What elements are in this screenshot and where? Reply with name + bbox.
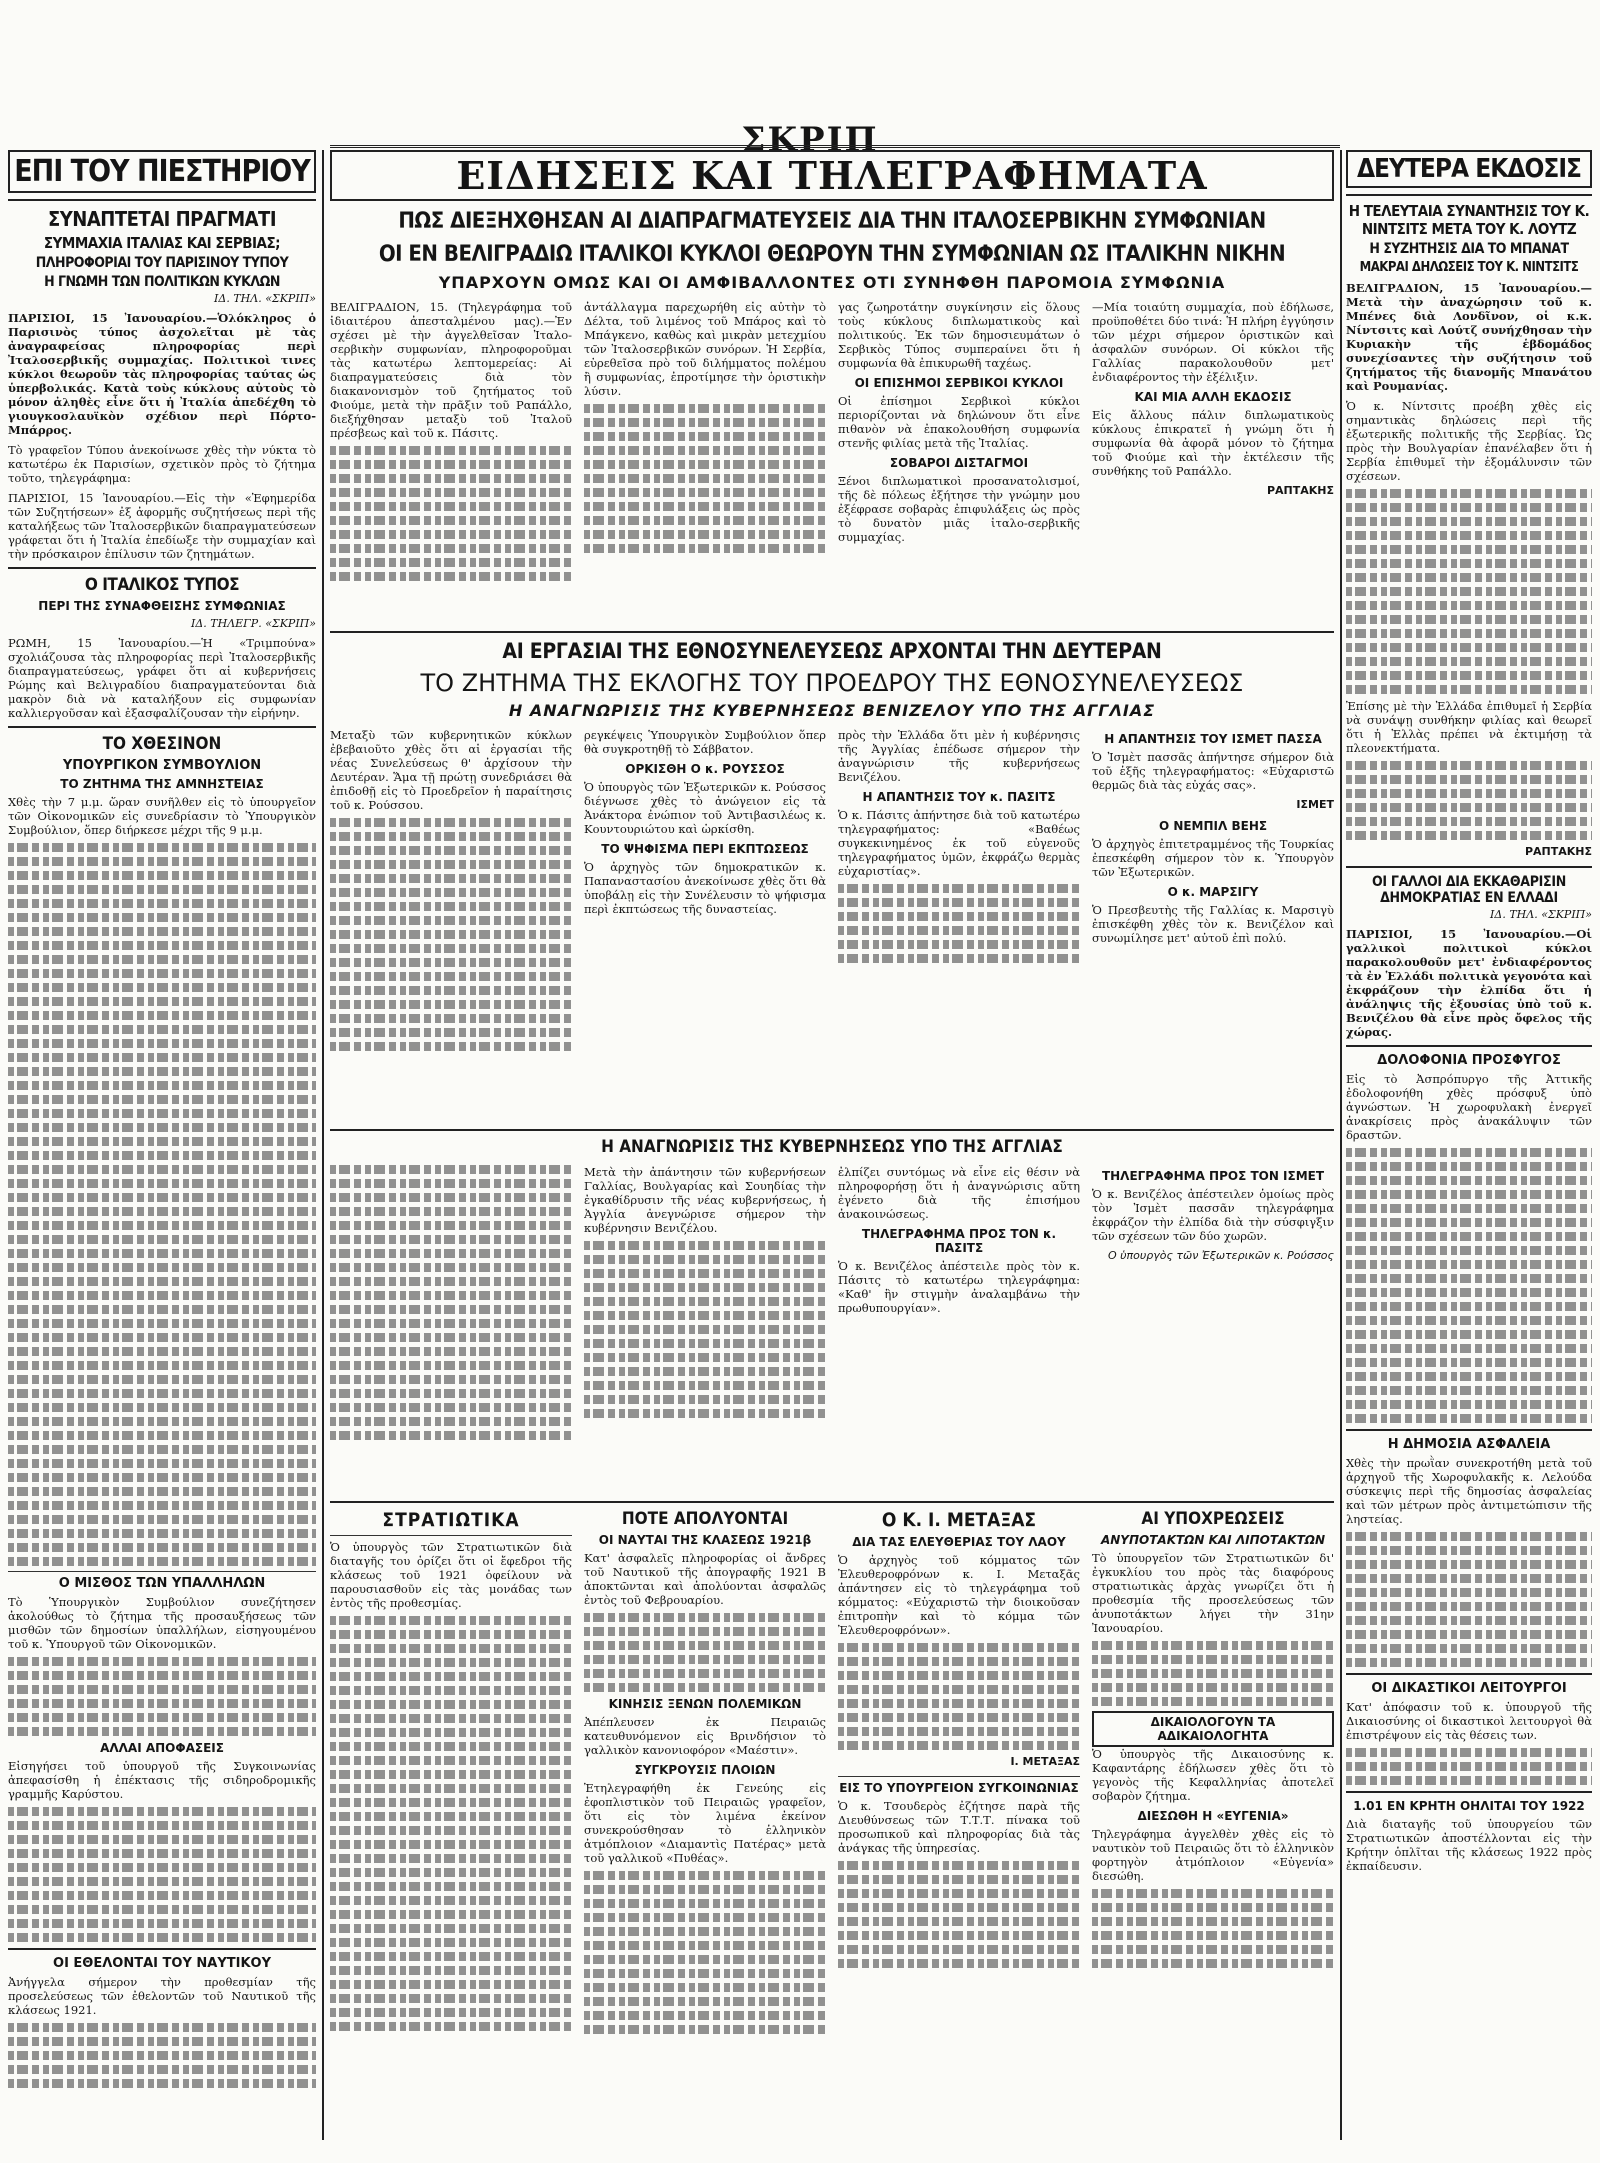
divider xyxy=(8,567,316,569)
article-paragraph: Τὸ γραφεῖον Τύπου ἀνεκοίνωσε χθὲς τὴν νύκτα τὸ κατωτέρω ἐκ Παρισίων, σχετικὸν πρὸς τὸ ζήτημα τοῦτο, τηλεγράφημα: xyxy=(8,443,316,485)
signature: ΙΣΜΕΤ xyxy=(1296,798,1334,811)
text-block xyxy=(1346,489,1592,694)
divider xyxy=(838,1776,1080,1777)
text-block xyxy=(838,1643,1080,1750)
right-column xyxy=(1346,150,1592,2140)
divider xyxy=(1346,1429,1592,1431)
divider xyxy=(1346,1673,1592,1675)
article-column xyxy=(1092,1165,1334,1495)
article-paragraph: Ὁ κ. Πάσιτς ἀπήντησε διὰ τοῦ κατωτέρω τηλεγραφήματος: «Βαθέως συγκεκινημένος ἐκ τοῦ εὐγενοῦς τηλεγραφήματος ὑμῶν, ἐκφράζω θερμὰς εὐχαριστίας». xyxy=(838,808,1080,878)
article-assembly xyxy=(330,728,1334,1123)
article-paragraph: Εἰς τὸ Ἀσπρόπυργο τῆς Ἀττικῆς ἐδολοφονήθη χθὲς πρόσφυξ ὑπὸ ἀγνώστων. Ἡ χωροφυλακὴ ἐνεργεῖ ἀνακρίσεις πρὸς ἀνακάλυψιν τῶν δραστῶν. xyxy=(1346,1072,1592,1142)
right-banner-box xyxy=(1346,150,1592,188)
text-block xyxy=(1346,761,1592,840)
headline-recognition: Η ΑΝΑΓΝΩΡΙΣΙΣ ΤΗΣ ΚΥΒΕΡΝΗΣΕΩΣ ΥΠΟ ΤΗΣ ΑΓΓΛΙΑΣ xyxy=(601,1137,1063,1157)
text-block xyxy=(1346,1532,1592,1667)
right-banner: ΔΕΥΤΕΡΑ ΕΚΔΟΣΙΣ xyxy=(1356,154,1582,184)
subheading: ΔΙΑ ΤΑΣ ΕΛΕΥΘΕΡΙΑΣ ΤΟΥ ΛΑΟΥ xyxy=(852,1535,1066,1549)
article-metaxas xyxy=(838,1509,1080,2069)
signature: ΡΑΠΤΑΚΗΣ xyxy=(1524,845,1592,858)
subheading-box xyxy=(1092,1711,1334,1747)
divider xyxy=(8,1948,316,1950)
subheading: ΚΑΙ ΜΙΑ ΑΛΛΗ ΕΚΔΟΣΙΣ xyxy=(1134,390,1292,404)
divider xyxy=(8,726,316,728)
headline-metaxas: Ο Κ. Ι. ΜΕΤΑΞΑΣ xyxy=(881,1509,1037,1531)
divider xyxy=(330,1535,572,1536)
article-military xyxy=(330,1509,572,2069)
subheading: Ο κ. ΜΑΡΣΙΓΥ xyxy=(1167,885,1259,899)
text-block xyxy=(330,1616,572,2031)
left-headline-1: ΣΥΝΑΠΤΕΤΑΙ ΠΡΑΓΜΑΤΙ xyxy=(47,207,277,231)
column-divider-left xyxy=(322,150,324,2140)
article-paragraph: Ὁ κ. Νίντσιτς προέβη χθὲς εἰς σημαντικὰς δηλώσεις περὶ τῆς ἐξωτερικῆς πολιτικῆς τῆς Σερβίας. Ὡς πρὸς τὴν Βουλγαρίαν ἐπανέλαβεν ὅτι ἡ Σερβία ἐπιθυμεῖ τὴν ἐξομάλυνσιν τῶν σχέσεων. xyxy=(1346,399,1592,483)
article-paragraph: γας ζωηροτάτην συγκίνησιν εἰς ὅλους τοὺς κύκλους διπλωματικοὺς καὶ πολιτικούς. Ἐκ τῶν δημοσιευμάτων ὁ Σερβικὸς Τύπος συμπεραίνει ὅτι ἡ συμφωνία θὰ ἐπικυρωθῆ ταχέως. xyxy=(838,300,1080,370)
right-headline-1: Η ΤΕΛΕΥΤΑΙΑ ΣΥΝΑΝΤΗΣΙΣ ΤΟΥ Κ. ΝΙΝΤΣΙΤΣ ΜΕΤΑ ΤΟΥ Κ. ΛΟΥΤΖ xyxy=(1348,202,1590,238)
right-headline-2: Η ΣΥΖΗΤΗΣΙΣ ΔΙΑ ΤΟ ΜΠΑΝΑΤ xyxy=(1369,241,1569,257)
divider xyxy=(1346,1791,1592,1793)
article-column xyxy=(838,728,1080,1123)
section-subheading: ΠΕΡΙ ΤΗΣ ΣΥΝΑΦΘΕΙΣΗΣ ΣΥΜΦΩΝΙΑΣ xyxy=(38,599,286,613)
article-paragraph: Ὁ ἀρχηγὸς τοῦ κόμματος τῶν Ἐλευθεροφρόνων κ. Ι. Μεταξᾶς ἀπάντησεν εἰς τὸ τηλεγράφημα τοῦ κόμματος: «Εὐχαριστῶ τὴν διοικοῦσαν ἐπιτροπὴν καὶ τὸ κόμμα τῶν Ἐλευθεροφρόνων». xyxy=(838,1553,1080,1637)
center-banner: ΕΙΔΗΣΕΙΣ ΚΑΙ ΤΗΛΕΓΡΑΦΗΜΑΤΑ xyxy=(456,153,1208,198)
headline-secondary: ΟΙ ΕΝ ΒΕΛΙΓΡΑΔΙΩ ΙΤΑΛΙΚΟΙ ΚΥΚΛΟΙ ΘΕΩΡΟΥΝ ΤΗΝ ΣΥΜΦΩΝΙΑΝ ΩΣ ΙΤΑΛΙΚΗΝ ΝΙΚΗΝ xyxy=(378,242,1286,267)
article-paragraph: Ἀνήγγελα σήμερον τὴν προθεσμίαν τῆς προσελεύσεως τῶν ἐθελοντῶν τοῦ Ναυτικοῦ τῆς κλάσεως 1921. xyxy=(8,1975,316,2017)
text-block xyxy=(584,404,826,553)
headline-main: ΠΩΣ ΔΙΕΞΗΧΘΗΣΑΝ ΑΙ ΔΙΑΠΡΑΓΜΑΤΕΥΣΕΙΣ ΔΙΑ ΤΗΝ ΙΤΑΛΟΣΕΡΒΙΚΗΝ ΣΥΜΦΩΝΙΑΝ xyxy=(398,209,1266,234)
article-paragraph: Ὁ κ. Βενιζέλος ἀπέστειλε πρὸς τὸν κ. Πάσιτς τὸ κατωτέρω τηλεγράφημα: «Καθ' ἣν στιγμὴν ἀναλαμβάνω τὴν πρωθυπουργίαν». xyxy=(838,1259,1080,1315)
left-headline-3: ΠΛΗΡΟΦΟΡΙΑΙ ΤΟΥ ΠΑΡΙΣΙΝΟΥ ΤΥΠΟΥ xyxy=(35,255,289,271)
article-paragraph: Τηλεγράφημα ἀγγελθὲν χθὲς εἰς τὸ ναυτικὸν τοῦ Πειραιῶς ὅτι τὸ ἑλληνικὸν φορτηγὸν ἀτμόπλοιον «Εὐγενία» διεσώθη. xyxy=(1092,1827,1334,1883)
headline-assembly-sub: ΤΟ ΖΗΤΗΜΑ ΤΗΣ ΕΚΛΟΓΗΣ ΤΟΥ ΠΡΟΕΔΡΟΥ ΤΗΣ ΕΘΝΟΣΥΝΕΛΕΥΣΕΩΣ xyxy=(420,669,1244,697)
article-column xyxy=(1092,728,1334,1123)
subheading: ΔΙΕΣΩΘΗ Η «ΕΥΓΕΝΙΑ» xyxy=(1137,1809,1289,1823)
right-headline-3: ΜΑΚΡΑΙ ΔΗΛΩΣΕΙΣ ΤΟΥ Κ. ΝΙΝΤΣΙΤΣ xyxy=(1359,260,1579,275)
signature: Ι. ΜΕΤΑΞΑΣ xyxy=(1010,1755,1080,1768)
section-heading: Ο ΜΙΣΘΟΣ ΤΩΝ ΥΠΑΛΛΗΛΩΝ xyxy=(58,1576,266,1591)
dateline: ΙΔ. ΤΗΛΕΓΡ. «ΣΚΡΙΠ» xyxy=(190,617,316,630)
article-paragraph: Μετὰ τὴν ἀπάντησιν τῶν κυβερνήσεων Γαλλίας, Βουλγαρίας καὶ Σουηδίας τὴν ἐγκαθίδρυσιν τῆς νέας κυβερνήσεως, ἡ Ἀγγλία ἀνεγνώρισε σήμερον τὴν κυβέρνησιν Βενιζέλου. xyxy=(584,1165,826,1235)
left-banner-box xyxy=(8,150,316,193)
section-subheading: ΥΠΟΥΡΓΙΚΟΝ ΣΥΜΒΟΥΛΙΟΝ xyxy=(62,758,262,773)
article-paragraph: Ὁ ὑπουργὸς τῆς Δικαιοσύνης κ. Καφαντάρης ἐδήλωσεν χθὲς ὅτι τὸ γεγονὸς τῆς Κεφαλληνίας ἀποτελεῖ σοβαρὸν ζήτημα. xyxy=(1092,1747,1334,1803)
article-paragraph: Οἱ ἐπίσημοι Σερβικοὶ κύκλοι περιορίζονται νὰ δηλώνουν ὅτι εἶνε πιθανὸν νὰ ἐπακολουθήση συμφωνία στενῆς φιλίας μετὰ τῆς Ἰταλίας. xyxy=(838,394,1080,450)
article-paragraph: Μεταξὺ τῶν κυβερνητικῶν κύκλων ἐβεβαιοῦτο χθὲς ὅτι αἱ ἐργασίαι τῆς νέας Συνελεύσεως θ' ἀρχίσουν τὴν Δευτέραν. Ἅμα τῇ πρώτῃ συνεδριάσει θὰ ἐπιδοθῇ εἰς τὸ Προεδρεῖον ἡ παραίτησις τοῦ κ. Ρούσσου. xyxy=(330,728,572,812)
subheading: Ο ΝΕΜΠΙΛ ΒΕΗΣ xyxy=(1158,819,1268,833)
article-paragraph: Εἰσηγήσει τοῦ ὑπουργοῦ τῆς Συγκοινωνίας ἀπεφασίσθη ἡ ἐπέκτασις τῆς σιδηροδρομικῆς γραμμῆς Καρύστου. xyxy=(8,1759,316,1801)
article-paragraph: Ὁ ὑπουργὸς τῶν Στρατιωτικῶν διὰ διαταγῆς του ὁρίζει ὅτι οἱ ἔφεδροι τῆς κλάσεως τοῦ 1921 ὀφείλουν νὰ παρουσιασθοῦν εἰς τὰς μονάδας των ἐντὸς τῆς προθεσμίας. xyxy=(330,1540,572,1610)
text-block xyxy=(330,446,572,581)
article-sailors xyxy=(584,1509,826,2069)
article-paragraph: ΡΩΜΗ, 15 Ἰανουαρίου.—Ἡ «Τριμπούνα» σχολιάζουσα τὰς πληροφορίας περὶ Ἰταλοσερβικῆς διαπραγματεύσεως, γράφει ὅτι αἱ κυβερνήσεις Ρώμης καὶ Βελιγραδίου διαπραγματεύονται διὰ μακρὸν διὰ νὰ καταλήξουν εἰς συμφωνίαν καλλιεργοῦσαν καὶ ἐξασφαλίζουσαν τὴν εἰρήνην. xyxy=(8,636,316,720)
article-paragraph: Ἀπέπλευσεν ἐκ Πειραιῶς κατευθυνόμενον εἰς Βρινδήσιον τὸ γαλλικὸν κανονιοφόρον «Μαέστιν». xyxy=(584,1715,826,1757)
masthead-title: ΣΚΡΙΠ xyxy=(741,120,879,160)
center-column xyxy=(330,150,1334,2140)
subheading: ΔΙΚΑΙΟΛΟΓΟΥΝ ΤΑ ΑΔΙΚΑΙΟΛΟΓΗΤΑ xyxy=(1150,1715,1276,1743)
section-heading: ΟΙ ΕΘΕΛΟΝΤΑΙ ΤΟΥ ΝΑΥΤΙΚΟΥ xyxy=(53,1956,271,1971)
divider xyxy=(330,1129,1334,1131)
article-recognition xyxy=(330,1165,1334,1495)
divider xyxy=(8,199,316,201)
article-paragraph: Χθὲς τὴν πρωῒαν συνεκροτήθη μετὰ τοῦ ἀρχηγοῦ τῆς Χωροφυλακῆς κ. Λελούδα σύσκεψις περὶ τῆς δημοσίας ἀσφαλείας καὶ τῶν μέτρων πρὸς ἀντιμετώπισιν τῆς ληστείας. xyxy=(1346,1456,1592,1526)
divider xyxy=(8,1571,316,1572)
text-block xyxy=(584,1871,826,2034)
column-divider-right xyxy=(1340,150,1342,2140)
headline-military: ΣΤΡΑΤΙΩΤΙΚΑ xyxy=(382,1509,520,1531)
left-column xyxy=(8,150,316,2140)
article-paragraph: Κατ' ἀσφαλεῖς πληροφορίας οἱ ἄνδρες τοῦ Ναυτικοῦ τῆς ἀπογραφῆς 1921 Β ἀποκτῶνται καὶ ἀπολύονται ἀσφαλῶς ἐντὸς τοῦ Φεβρουαρίου. xyxy=(584,1551,826,1607)
dateline: ΙΔ. ΤΗΛ. «ΣΚΡΙΠ» xyxy=(1490,908,1592,921)
article-paragraph: Ὁ Ἰσμὲτ πασσᾶς ἀπήντησε σήμερον διὰ τοῦ ἑξῆς τηλεγραφήματος: «Εὐχαριστῶ θερμῶς διὰ τὰς εὐχάς σας». xyxy=(1092,750,1334,792)
article-column xyxy=(584,1165,826,1495)
text-block xyxy=(330,818,572,1051)
article-column xyxy=(330,728,572,1123)
right-headline-french-2: ΔΗΜΟΚΡΑΤΙΑΣ ΕΝ ΕΛΛΑΔΙ xyxy=(1380,890,1558,906)
subheading: ΚΙΝΗΣΙΣ ΞΕΝΩΝ ΠΟΛΕΜΙΚΩΝ xyxy=(608,1697,802,1711)
text-block xyxy=(584,1613,826,1692)
section-heading: Ο ΙΤΑΛΙΚΟΣ ΤΥΠΟΣ xyxy=(84,575,240,595)
article-column xyxy=(330,1165,572,1495)
article-paragraph: Χθὲς τὴν 7 μ.μ. ὥραν συνῆλθεν εἰς τὸ ὑπουργεῖον τῶν Οἰκονομικῶν εἰς συνεδρίασιν τὸ Ὑπουργικὸν Συμβούλιον, ὅπερ διήρκεσε μέχρι τῆς 9 μ.μ. xyxy=(8,795,316,837)
bottom-articles xyxy=(330,1509,1334,2069)
text-block xyxy=(584,1241,826,1418)
headline-assembly: ΑΙ ΕΡΓΑΣΙΑΙ ΤΗΣ ΕΘΝΟΣΥΝΕΛΕΥΣΕΩΣ ΑΡΧΟΝΤΑΙ ΤΗΝ ΔΕΥΤΕΡΑΝ xyxy=(502,639,1162,663)
text-block xyxy=(1346,1748,1592,1785)
article-column xyxy=(584,728,826,1123)
article-paragraph: ρεγκέψεις Ὑπουργικὸν Συμβούλιον ὅπερ θὰ συγκροτηθῇ τὸ Σάββατον. xyxy=(584,728,826,756)
article-paragraph: ΒΕΛΙΓΡΑΔΙΟΝ, 15. (Τηλεγράφημα τοῦ ἰδιαιτέρου ἀπεσταλμένου μας).—Ἐν σχέσει μὲ τὴν ἀγγελθεῖσαν Ἰταλο-σερβικὴν συμφωνίαν, πληροφοροῦμαι τὰς κατωτέρω λεπτομερείας: Αἱ διαπραγματεύσεις διὰ τὸν διακανονισμὸν τοῦ ζητήματος τοῦ Φιούμε, μετὰ τὴν πρᾶξιν τοῦ Ραπάλλο, διεξήχθησαν μεταξὺ τοῦ Ἰταλοῦ πρέσβεως καὶ τοῦ κ. Πάσιτς. xyxy=(330,300,572,440)
section-heading: ΑΛΛΑΙ ΑΠΟΦΑΣΕΙΣ xyxy=(100,1741,224,1755)
article-obligations xyxy=(1092,1509,1334,2069)
subheading: ΤΗΛΕΓΡΑΦΗΜΑ ΠΡΟΣ ΤΟΝ κ. ΠΑΣΙΤΣ xyxy=(861,1227,1057,1255)
article-belgrade xyxy=(330,300,1334,625)
right-headline-judges: ΟΙ ΔΙΚΑΣΤΙΚΟΙ ΛΕΙΤΟΥΡΓΟΙ xyxy=(1371,1681,1567,1696)
article-paragraph: Ὁ κ. Βενιζέλος ἀπέστειλεν ὁμοίως πρὸς τὸν Ἰσμὲτ πασσᾶν τηλεγράφημα ἐκφράζον τὴν ἐλπίδα διὰ τὴν σύσφιγξιν τῶν σχέσεων τῶν δύο χωρῶν. xyxy=(1092,1187,1334,1243)
text-block xyxy=(1092,1641,1334,1706)
headline-tertiary: ΥΠΑΡΧΟΥΝ ΟΜΩΣ ΚΑΙ ΟΙ ΑΜΦΙΒΑΛΛΟΝΤΕΣ ΟΤΙ ΣΥΝΗΦΘΗ ΠΑΡΟΜΟΙΑ ΣΥΜΦΩΝΙΑ xyxy=(438,273,1226,292)
article-paragraph: Τὸ ὑπουργεῖον τῶν Στρατιωτικῶν δι' ἐγκυκλίου του πρὸς τὰς διαφόρους στρατιωτικὰς ἀρχὰς γνωρίζει ὅτι ἡ προθεσμία τῆς προσελεύσεως τῶν ἀνυποτάκτων λήγει τὴν 31ην Ἰανουαρίου. xyxy=(1092,1551,1334,1635)
article-paragraph: ἀντάλλαγμα παρεχωρήθη εἰς αὐτὴν τὸ Δέλτα, τοῦ λιμένος τοῦ Μπάρος καὶ τὸ Μπάγκενο, καθὼς καὶ μικρὰν μετεχμίου τῶν Ἰταλοσερβικῶν συνόρων. Ἡ Σερβία, εὑρεθεῖσα πρὸ τοῦ διλήμματος πολέμου ἢ συμφωνίας, ἐπροτίμησε τὴν ὁριστικὴν λύσιν. xyxy=(584,300,826,398)
article-column xyxy=(838,300,1080,625)
center-banner-box xyxy=(330,150,1334,201)
subheading: ΕΙΣ ΤΟ ΥΠΟΥΡΓΕΙΟΝ ΣΥΓΚΟΙΝΩΝΙΑΣ xyxy=(839,1781,1079,1795)
article-paragraph: —Μία τοιαύτη συμμαχία, ποὺ ἐδήλωσε, προϋποθέτει δύο τινά: Ἡ πλήρη ἐγγύησιν τῶν μέχρι σήμερον ὁριστικῶν καὶ ἀσφαλῶν συνόρων. Οἱ κύκλοι τῆς Γαλλίας παρακολουθοῦν μετ' ἐνδιαφέροντος τὴν ἐξέλιξιν. xyxy=(1092,300,1334,384)
article-paragraph: Εἰς ἄλλους πάλιν διπλωματικοὺς κύκλους ἐπικρατεῖ ἡ γνώμη ὅτι ἡ συμφωνία θὰ ἀφορᾶ μόνον τὸ ζήτημα τοῦ Φιούμε καὶ τὴν ἐκτέλεσιν τῆς συνθήκης τοῦ Ραπάλλο. xyxy=(1092,408,1334,478)
article-paragraph: Ὁ ἀρχηγὸς τῶν δημοκρατικῶν κ. Παπαναστασίου ἀνεκοίνωσε χθὲς ὅτι θὰ ὑποβάλῃ εἰς τὴν Συνέλευσιν τὸ ψήφισμα περὶ ἐκπτώσεως τῆς δυναστείας. xyxy=(584,860,826,916)
article-column xyxy=(1092,300,1334,625)
divider xyxy=(330,1501,1334,1503)
text-block xyxy=(838,884,1080,963)
article-column xyxy=(330,300,572,625)
divider xyxy=(1346,194,1592,196)
article-paragraph: Ὁ ἀρχηγὸς ἐπιτετραμμένος τῆς Τουρκίας ἐπεσκέφθη σήμερον τὸν κ. Ὑπουργὸν τῶν Ἐξωτερικῶν. xyxy=(1092,837,1334,879)
article-paragraph: Ὁ Πρεσβευτὴς τῆς Γαλλίας κ. Μαρσιγὺ ἐπισκέφθη χθὲς τὸν κ. Βενιζέλον καὶ συνωμίλησε μετ' αὐτοῦ ἐπὶ πολύ. xyxy=(1092,903,1334,945)
article-paragraph: ΠΑΡΙΣΙΟΙ, 15 Ἰανουαρίου.—Εἰς τὴν «Ἐφημερίδα τῶν Συζητήσεων» ἐξ ἀφορμῆς συζητήσεως περὶ τῆς καταλήξεως τῶν Ἰταλοσερβικῶν διαπραγματεύσεων γράφεται ὅτι ἡ Ἰταλία ἐπεδίωξε τὴν συμμαχίαν καὶ τὴν πρόσκαιρον ἐπίλυσιν τῶν ζητημάτων. xyxy=(8,491,316,561)
article-paragraph: ἐλπίζει συντόμως νὰ εἶνε εἰς θέσιν νὰ πληροφορήσῃ ὅτι ἡ ἀναγνώρισις αὕτη ἐγένετο διὰ τῆς ἐπισήμου ἀνακοινώσεως. xyxy=(838,1165,1080,1221)
divider xyxy=(1346,866,1592,868)
dateline: ΙΔ. ΤΗΛ. «ΣΚΡΙΠ» xyxy=(214,292,316,305)
right-headline-crete: 1.01 ΕΝ ΚΡΗΤΗ ΟΗΛΙΤΑΙ ΤΟΥ 1922 xyxy=(1353,1799,1585,1813)
left-headline-2: ΣΥΜΜΑΧΙΑ ΙΤΑΛΙΑΣ ΚΑΙ ΣΕΡΒΙΑΣ; xyxy=(43,234,281,252)
article-paragraph: Ἐτηλεγραφήθη ἐκ Γενεύης εἰς ἐφοπλιστικὸν τοῦ Πειραιῶς γραφεῖον, ὅτι εἰς τὸν λιμένα ἐκείνον συνεκρούσθησαν τὸ ἑλληνικὸν ἀτμόπλοιον «Διαμαντὶς Πατέρας» μετὰ τοῦ γαλλικοῦ «Πυθέας». xyxy=(584,1781,826,1865)
headline-assembly-sub2: Η ΑΝΑΓΝΩΡΙΣΙΣ ΤΗΣ ΚΥΒΕΡΝΗΣΕΩΣ ΒΕΝΙΖΕΛΟΥ ΥΠΟ ΤΗΣ ΑΓΓΛΙΑΣ xyxy=(508,701,1156,720)
article-paragraph: Ὁ ὑπουργὸς τῶν Ἐξωτερικῶν κ. Ρούσσος διέγνωσε χθὲς τὸ ἀνώγειον εἰς τὰ Ἀνάκτορα ἐνώπιον τοῦ Ἀντιβασιλέως κ. Κουντουριώτου καὶ ὡρκίσθη. xyxy=(584,780,826,836)
headline-obligations: ΑΙ ΥΠΟΧΡΕΩΣΕΙΣ xyxy=(1141,1509,1285,1529)
text-block xyxy=(8,1657,316,1736)
right-headline-french: ΟΙ ΓΑΛΛΟΙ ΔΙΑ ΕΚΚΑΘΑΡΙΣΙΝ xyxy=(1372,874,1566,890)
article-paragraph: ΠΑΡΙΣΙΟΙ, 15 Ἰανουαρίου.—Οἱ γαλλικοὶ πολιτικοὶ κύκλοι παρακολουθοῦν μετ' ἐνδιαφέροντος τὰ ἐν Ἑλλάδι πολιτικὰ γεγονότα καὶ ἐκφράζουν τὴν ἐλπίδα ὅτι ἡ ἀνάληψις τῆς ἐξουσίας ὑπὸ τοῦ κ. Βενιζέλου θὰ εἶνε πρὸς ὄφελος τῆς χώρας. xyxy=(1346,927,1592,1039)
text-block xyxy=(838,1861,1080,1968)
text-block xyxy=(1346,1148,1592,1423)
section-heading: ΤΟ ΧΘΕΣΙΝΟΝ xyxy=(102,734,222,754)
divider xyxy=(330,631,1334,633)
article-paragraph: Τὸ Ὑπουργικὸν Συμβούλιον συνεζήτησεν ἀκολούθως τὸ ζήτημα τῆς προσαυξήσεως τῶν μισθῶν τῶν δημοσίων ὑπαλλήλων, εἰσηγουμένου τοῦ κ. Ὑπουργοῦ τῶν Οἰκονομικῶν. xyxy=(8,1595,316,1651)
subheading: ΟΡΚΙΣΘΗ Ο κ. ΡΟΥΣΣΟΣ xyxy=(625,762,785,776)
article-paragraph: ΠΑΡΙΣΙΟΙ, 15 Ἰανουαρίου.—Ὁλόκληρος ὁ Παρισινὸς τύπος ἀσχολεῖται μὲ τὰς ἀναγραφείσας πληροφορίας περὶ Ἰταλοσερβικῆς συμμαχίας. Πολιτικοὶ τινες κύκλοι θεωροῦν τὰς πληροφορίας ταύτας ὡς ὑπερβολικάς. Κατὰ τοὺς κύκλους αὐτοὺς τὸ μόνον ἀληθὲς εἶνε ὅτι ἡ Ἰταλία ἀπεδέχθη τὸ γιουγκοσλαυϊκὸν σχέδιον περὶ Πόρτο-Μπάρρος. xyxy=(8,311,316,437)
article-paragraph: πρὸς τὴν Ἑλλάδα ὅτι μὲν ἡ κυβέρνησις τῆς Ἀγγλίας ἐπέδωσε σήμερον τὴν ἀναγνώρισιν τῆς κυβερνήσεως Βενιζέλου. xyxy=(838,728,1080,784)
left-banner: ΕΠΙ ΤΟΥ ΠΙΕΣΤΗΡΙΟΥ xyxy=(14,154,310,189)
subheading: ΑΝΥΠΟΤΑΚΤΩΝ ΚΑΙ ΛΙΠΟΤΑΚΤΩΝ xyxy=(1100,1533,1326,1547)
article-paragraph: Διὰ διαταγῆς τοῦ ὑπουργείου τῶν Στρατιωτικῶν ἀποστέλλονται εἰς τὴν Κρήτην ὁπλῖται τῆς κλάσεως 1922 πρὸς ἐκπαίδευσιν. xyxy=(1346,1817,1592,1873)
right-headline-security: Η ΔΗΜΟΣΙΑ ΑΣΦΑΛΕΙΑ xyxy=(1387,1437,1551,1452)
article-column xyxy=(584,300,826,625)
subheading: Η ΑΠΑΝΤΗΣΙΣ ΤΟΥ κ. ΠΑΣΙΤΣ xyxy=(862,790,1056,804)
subheading: ΤΗΛΕΓΡΑΦΗΜΑ ΠΡΟΣ ΤΟΝ ΙΣΜΕΤ xyxy=(1101,1169,1325,1183)
article-paragraph: Ξένοι διπλωματικοὶ προσανατολισμοί, τῆς δὲ πόλεως ἐξήτησε τὴν γνώμην μου ἐξέφρασε σοβαρὰς ἐπιφυλάξεις ὡς πρὸς τὸ δυνατὸν μιᾶς ἰταλο-σερβικῆς συμμαχίας. xyxy=(838,474,1080,544)
text-block xyxy=(8,843,316,1566)
subheading: Η ΑΠΑΝΤΗΣΙΣ ΤΟΥ ΙΣΜΕΤ ΠΑΣΣΑ xyxy=(1104,732,1322,746)
text-block xyxy=(8,1807,316,1942)
text-block xyxy=(8,2023,316,2088)
signature: Ο ὑπουργὸς τῶν Ἐξωτερικῶν κ. Ρούσσος xyxy=(1108,1249,1334,1262)
divider xyxy=(1346,1045,1592,1047)
section-subheading: ΤΟ ΖΗΤΗΜΑ ΤΗΣ ΑΜΝΗΣΤΕΙΑΣ xyxy=(60,777,264,791)
article-paragraph: Κατ' ἀπόφασιν τοῦ κ. ὑπουργοῦ τῆς Δικαιοσύνης οἱ δικαστικοὶ λειτουργοὶ θὰ ἐπιστρέψουν εἰς τὰς θέσεις των. xyxy=(1346,1700,1592,1742)
headline-sailors: ΠΟΤΕ ΑΠΟΛΥΟΝΤΑΙ xyxy=(621,1509,789,1529)
subheading: ΟΙ ΝΑΥΤΑΙ ΤΗΣ ΚΛΑΣΕΩΣ 1921β xyxy=(598,1533,812,1547)
article-paragraph: Ὁ κ. Τσουδερὸς ἐζήτησε παρὰ τῆς Διευθύνσεως τῶν Τ.Τ.Τ. πίνακα τοῦ προσωπικοῦ καὶ πληροφορίας διὰ τὰς ἀνάγκας τῆς ὑπηρεσίας. xyxy=(838,1799,1080,1855)
article-paragraph: Ἐπίσης μὲ τὴν Ἑλλάδα ἐπιθυμεῖ ἡ Σερβία νὰ συνάψῃ συνθήκην φιλίας καὶ θεωρεῖ ὅτι ἡ Ἑλλὰς πρέπει νὰ ἐκτιμήσῃ τὰ πλεονεκτήματα. xyxy=(1346,699,1592,755)
article-paragraph: ΒΕΛΙΓΡΑΔΙΟΝ, 15 Ἰανουαρίου.—Μετὰ τὴν ἀναχώρησιν τοῦ κ. Μπένες διὰ Λονδῖνον, οἱ κ.κ. Νίντσιτς καὶ Λούτζ συνήχθησαν τὴν Κυριακὴν τῆς ἑβδομάδος συνεχίσαντες τὴν συζήτησιν τοῦ ζητήματος τῆς διανομῆς Μπανάτου καὶ Ρουμανίας. xyxy=(1346,281,1592,393)
article-column xyxy=(838,1165,1080,1495)
subheading: ΣΟΒΑΡΟΙ ΔΙΣΤΑΓΜΟΙ xyxy=(889,456,1029,470)
subheading: ΣΥΓΚΡΟΥΣΙΣ ΠΛΟΙΩΝ xyxy=(634,1763,776,1777)
left-headline-4: Η ΓΝΩΜΗ ΤΩΝ ΠΟΛΙΤΙΚΩΝ ΚΥΚΛΩΝ xyxy=(44,274,280,290)
signature: ΡΑΠΤΑΚΗΣ xyxy=(1266,484,1334,497)
right-headline-murder: ΔΟΛΟΦΟΝΙΑ ΠΡΟΣΦΥΓΟΣ xyxy=(1377,1053,1561,1068)
text-block xyxy=(1092,1889,1334,1968)
subheading: ΟΙ ΕΠΙΣΗΜΟΙ ΣΕΡΒΙΚΟΙ ΚΥΚΛΟΙ xyxy=(854,376,1064,390)
subheading: ΤΟ ΨΗΦΙΣΜΑ ΠΕΡΙ ΕΚΠΤΩΣΕΩΣ xyxy=(601,842,809,856)
top-rule xyxy=(330,145,1340,148)
text-block xyxy=(330,1165,572,1440)
